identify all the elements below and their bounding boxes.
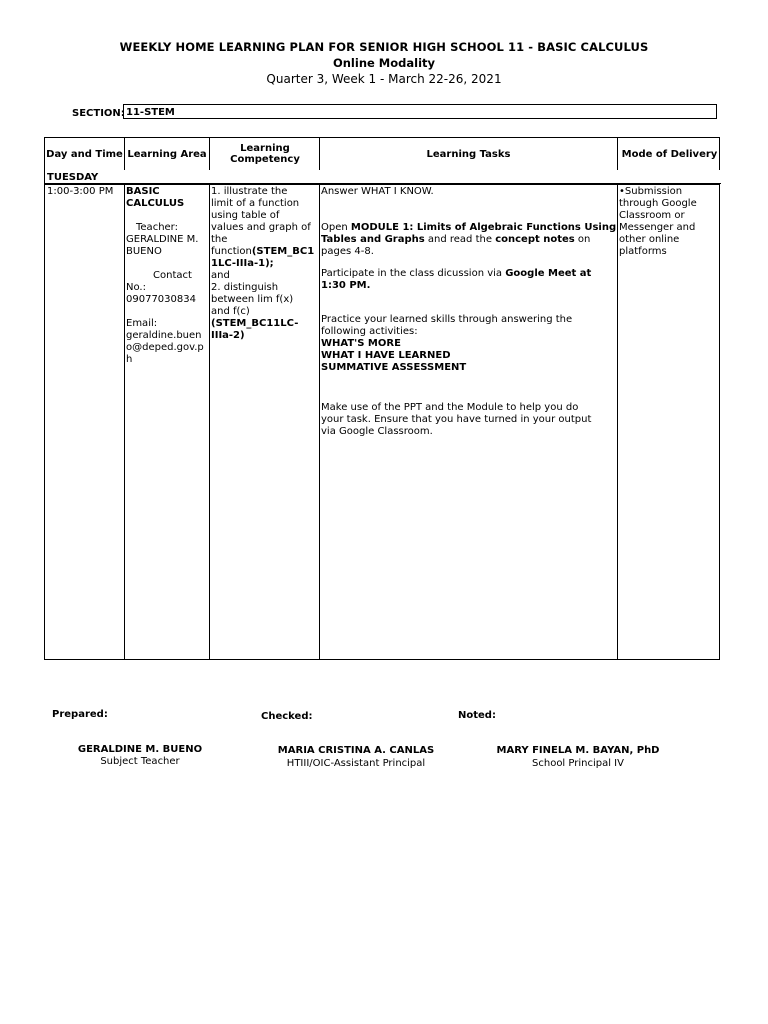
column-divider <box>124 138 125 659</box>
competency-line: function <box>211 246 252 257</box>
day-label: TUESDAY <box>47 172 99 183</box>
contact-number: 09077030834 <box>126 294 196 305</box>
subject-line: CALCULUS <box>126 198 185 209</box>
prepared-name: GERALDINE M. BUENO <box>77 744 203 755</box>
email-label: Email: <box>126 318 158 329</box>
activity-item: WHAT I HAVE LEARNED <box>321 350 451 361</box>
competency-code: (STEM_BC11LC- <box>211 318 299 329</box>
module-title: Tables and Graphs <box>321 234 425 245</box>
checked-name: MARIA CRISTINA A. CANLAS <box>277 745 435 756</box>
task-class-discussion: Participate in the class dicussion via Google Meet at 1:30 PM. <box>321 268 592 291</box>
competency-line: 2. distinguish <box>211 282 279 293</box>
checked-title: HTIII/OIC-Assistant Principal <box>286 758 426 769</box>
competency-connector: and <box>211 270 230 281</box>
column-divider <box>209 138 210 659</box>
teacher-label: Teacher: <box>136 222 178 233</box>
activity-item: SUMMATIVE ASSESSMENT <box>321 362 467 373</box>
col-header-mode-of-delivery: Mode of Delivery <box>621 149 718 160</box>
period-subtitle: Quarter 3, Week 1 - March 22-26, 2021 <box>266 72 502 86</box>
competency-cell <box>211 186 319 342</box>
contact-label: No.: <box>126 282 146 293</box>
modality-subtitle: Online Modality <box>332 56 436 70</box>
competency-line: 1. illustrate the <box>211 186 288 197</box>
competency-code: 1LC-IIIa-1); <box>211 258 274 269</box>
google-meet-time: Google Meet at <box>505 268 592 279</box>
competency-line: and f(c) <box>211 306 250 317</box>
competency-line: values and graph of <box>211 222 311 233</box>
task-open-module: Open MODULE 1: Limits of Algebraic Functions Using Tables and Graphs and read the concept notes on pages 4-8. <box>321 222 617 257</box>
section-label: SECTION: <box>72 108 125 119</box>
column-divider <box>319 138 320 659</box>
document-title: WEEKLY HOME LEARNING PLAN FOR SENIOR HIGH SCHOOL 11 - BASIC CALCULUS <box>119 40 649 54</box>
noted-label: Noted: <box>458 710 496 721</box>
google-meet-time: 1:30 PM. <box>321 280 371 291</box>
day-row <box>45 170 721 184</box>
competency-code: IIIa-2) <box>211 330 245 341</box>
learning-plan-table <box>44 137 720 660</box>
col-header-day-time: Day and Time <box>46 149 123 160</box>
contact-label: Contact <box>153 270 192 281</box>
delivery-line: Messenger and <box>619 222 696 233</box>
day-row-divider <box>45 184 719 185</box>
delivery-line: Classroom or <box>619 210 685 221</box>
delivery-line: •Submission <box>619 186 683 197</box>
subject-line: BASIC <box>126 186 160 197</box>
delivery-line: through Google <box>619 198 697 209</box>
mode-of-delivery-cell <box>619 186 719 258</box>
teacher-name: GERALDINE M. <box>126 234 199 245</box>
learning-tasks-cell <box>321 186 617 438</box>
delivery-line: other online <box>619 234 680 245</box>
section-value: 11-STEM <box>123 104 717 119</box>
learning-area-cell <box>126 186 208 366</box>
checked-label: Checked: <box>261 711 313 722</box>
competency-line: between lim f(x) <box>211 294 294 305</box>
noted-title: School Principal IV <box>532 758 624 769</box>
noted-name: MARY FINELA M. BAYAN, PhD <box>496 745 660 756</box>
col-header-learning-area: Learning Area <box>127 149 207 160</box>
competency-code: (STEM_BC1 <box>251 246 315 257</box>
concept-notes: concept notes <box>495 234 575 245</box>
module-title: MODULE 1: Limits of Algebraic Functions Using <box>350 222 617 233</box>
col-header-learning-tasks: Learning Tasks <box>426 149 511 160</box>
task-practice: Practice your learned skills through answering the following activities: <box>321 314 573 337</box>
time-slot: 1:00-3:00 PM <box>47 186 114 197</box>
email-address: geraldine.buen <box>126 330 202 341</box>
competency-line: limit of a function <box>211 198 300 209</box>
task-answer-what-i-know: Answer WHAT I KNOW. <box>321 186 434 197</box>
task-use-ppt: Make use of the PPT and the Module to help you do your task. Ensure that you have turned in your output via Google Classroom. <box>321 402 592 437</box>
column-divider <box>617 138 618 659</box>
activity-item: WHAT'S MORE <box>321 338 401 349</box>
email-address: h <box>126 354 133 365</box>
competency-line: the <box>211 234 228 245</box>
prepared-label: Prepared: <box>52 709 108 720</box>
teacher-name: BUENO <box>126 246 162 257</box>
competency-line: using table of <box>211 210 280 221</box>
delivery-line: platforms <box>619 246 667 257</box>
prepared-title: Subject Teacher <box>100 756 180 767</box>
email-address: o@deped.gov.p <box>126 342 204 353</box>
col-header-learning-competency: Learning Competency <box>230 143 300 165</box>
